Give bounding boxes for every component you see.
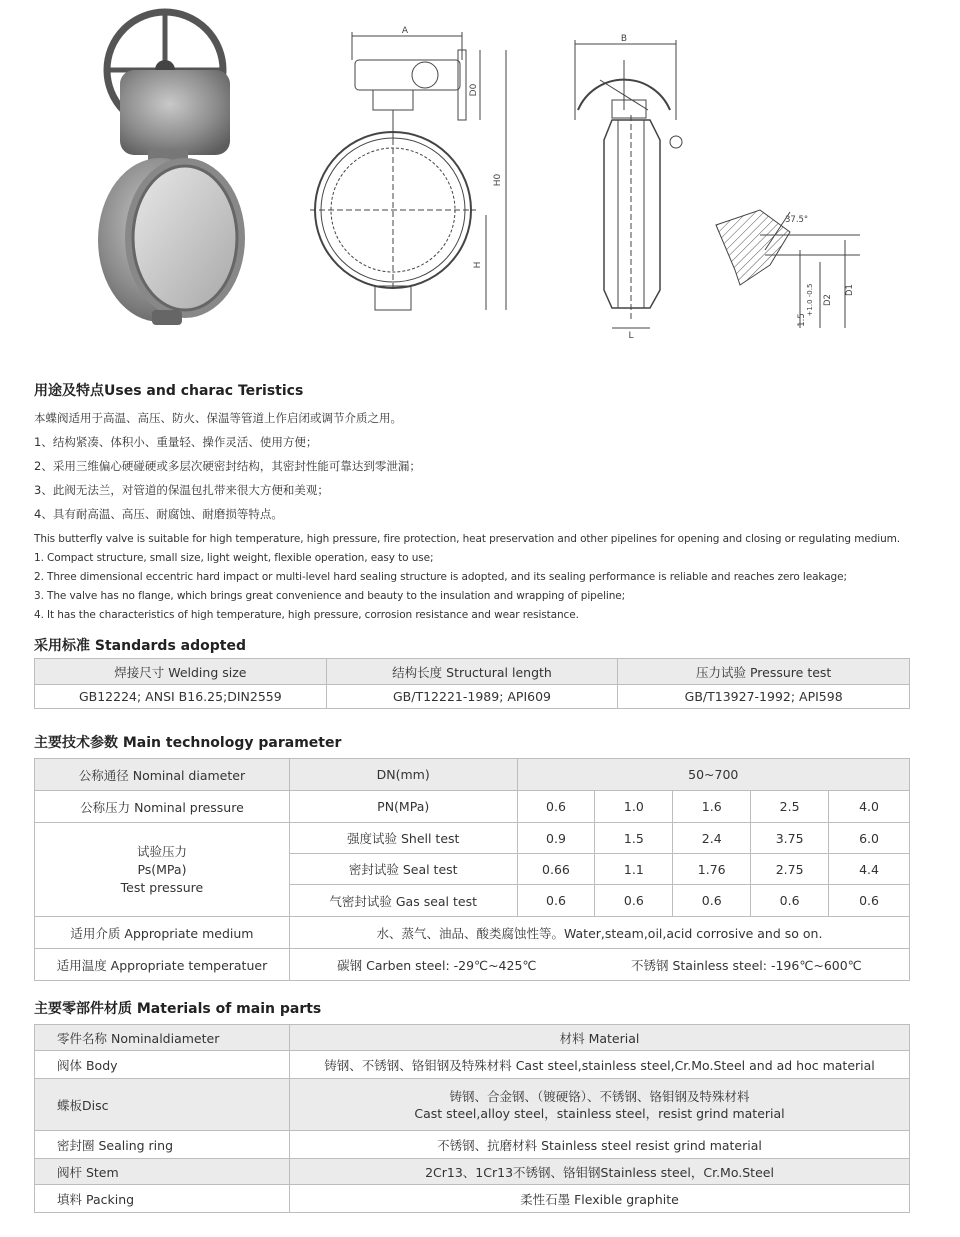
shell-test-value: 0.9 [517, 823, 595, 854]
nominal-pressure-label: 公称压力 Nominal pressure [35, 791, 290, 823]
seal-test-value: 4.4 [829, 854, 910, 885]
part-material: 柔性石墨 Flexible graphite [290, 1185, 910, 1213]
carbon-steel-temp: 碳钢 Carben steel: -29℃~425℃ [337, 957, 537, 973]
standards-value: GB12224; ANSI B16.25;DIN2559 [35, 685, 327, 709]
part-name: 填料 Packing [35, 1185, 290, 1213]
dim-label-h: H [473, 261, 483, 269]
materials-title: 主要零部件材质 Materials of main parts [34, 1001, 322, 1017]
dim-label-d0: D0 [469, 83, 479, 97]
shell-test-value: 2.4 [673, 823, 751, 854]
dim-label-h0: H0 [493, 173, 503, 187]
gas-seal-test-value: 0.6 [751, 885, 829, 917]
seal-test-value: 2.75 [751, 854, 829, 885]
valve-illustrations [0, 0, 960, 340]
test-pressure-label-cn: 试验压力 [136, 843, 187, 859]
uses-title: 用途及特点Uses and charac Teristics [34, 383, 304, 399]
pn-value: 4.0 [829, 791, 910, 823]
seal-test-value: 0.66 [517, 854, 595, 885]
dim-label-thickness: 1.5 [797, 313, 807, 327]
part-material [290, 1079, 910, 1131]
uses-en-line: 3. The valve has no flange, which brings great convenience and beauty to the insulation and wrapping of pipeline; [34, 590, 626, 602]
shell-test-label: 强度试验 Shell test [289, 823, 517, 854]
params-table [34, 758, 910, 981]
seal-test-label: 密封试验 Seal test [289, 854, 517, 885]
temperature-value [289, 949, 909, 981]
dim-label-b: B [620, 34, 628, 44]
tolerance-label: +1.0 -0.5 [806, 283, 814, 317]
uses-cn-line: 4、具有耐高温、高压、耐腐蚀、耐磨损等特点。 [34, 507, 283, 521]
test-pressure-label [35, 823, 290, 917]
test-pressure-label-en: Test pressure [120, 879, 204, 895]
standards-value: GB/T12221-1989; API609 [326, 685, 618, 709]
part-name: 蝶板Disc [35, 1079, 290, 1131]
materials-table [34, 1024, 910, 1213]
part-name: 阀体 Body [35, 1051, 290, 1079]
gas-seal-test-value: 0.6 [595, 885, 673, 917]
pn-value: 2.5 [751, 791, 829, 823]
nominal-diameter-label: 公称通径 Nominal diameter [35, 759, 290, 791]
part-material-line: Cast steel,alloy steel，stainless steel，resist grind material [414, 1105, 785, 1121]
part-material-line: 铸钢、合金钢、（镀硬铬）、不锈钢、铬钼钢及特殊材料 [449, 1088, 750, 1104]
nominal-diameter-unit: DN(mm) [289, 759, 517, 791]
seal-test-value: 1.1 [595, 854, 673, 885]
standards-header: 结构长度 Structural length [326, 659, 618, 685]
angle-label: 37.5° [785, 215, 809, 225]
nominal-diameter-value: 50~700 [517, 759, 909, 791]
gas-seal-test-value: 0.6 [829, 885, 910, 917]
uses-cn-line: 1、结构紧凑、体积小、重量轻、操作灵活、使用方便； [34, 435, 318, 449]
standards-title: 采用标准 Standards adopted [34, 638, 246, 654]
dim-label-d1: D1 [845, 284, 855, 296]
params-title: 主要技术参数 Main technology parameter [34, 735, 342, 751]
uses-cn-line: 本蝶阀适用于高温、高压、防火、保温等管道上作启闭或调节介质之用。 [34, 411, 402, 425]
temperature-label: 适用温度 Appropriate temperatuer [35, 949, 290, 981]
standards-header: 压力试验 Pressure test [618, 659, 910, 685]
dim-label-d2: D2 [823, 294, 833, 306]
medium-label: 适用介质 Appropriate medium [35, 917, 290, 949]
seal-test-value: 1.76 [673, 854, 751, 885]
shell-test-value: 6.0 [829, 823, 910, 854]
materials-header-part: 零件名称 Nominaldiameter [35, 1025, 290, 1051]
stainless-steel-temp: 不锈钢 Stainless steel: -196℃~600℃ [630, 957, 862, 973]
uses-en-line: 4. It has the characteristics of high temperature, high pressure, corrosion resistance and wear resistance. [34, 609, 579, 621]
part-name: 密封圈 Sealing ring [35, 1131, 290, 1159]
materials-header-material: 材料 Material [290, 1025, 910, 1051]
valve-photo [98, 12, 245, 325]
dim-label-a: A [401, 26, 409, 36]
nominal-pressure-unit: PN(MPa) [289, 791, 517, 823]
weld-detail-drawing [716, 210, 860, 328]
standards-table [34, 658, 910, 709]
gas-seal-test-value: 0.6 [673, 885, 751, 917]
part-material: 不锈钢、抗磨材料 Stainless steel resist grind material [290, 1131, 910, 1159]
uses-cn-line: 3、此阀无法兰，对管道的保温包扎带来很大方便和美观； [34, 483, 329, 497]
pn-value: 1.0 [595, 791, 673, 823]
gas-seal-test-label: 气密封试验 Gas seal test [289, 885, 517, 917]
uses-en-line: 2. Three dimensional eccentric hard impact or multi-level hard sealing structure is adopted, and its sealing performance is reliable and reaches zero leakage; [34, 571, 847, 583]
part-material: 2Cr13、1Cr13不锈钢、铬钼钢Stainless steel，Cr.Mo.Steel [290, 1159, 910, 1185]
test-pressure-label-unit: Ps(MPa) [137, 861, 187, 877]
standards-value: GB/T13927-1992; API598 [618, 685, 910, 709]
shell-test-value: 3.75 [751, 823, 829, 854]
part-name: 阀杆 Stem [35, 1159, 290, 1185]
uses-cn-line: 2、采用三维偏心硬碰硬或多层次硬密封结构，其密封性能可靠达到零泄漏； [34, 459, 421, 473]
standards-header: 焊接尺寸 Welding size [35, 659, 327, 685]
uses-en-line: This butterfly valve is suitable for high temperature, high pressure, fire protection, heat preservation and other pipelines for opening and closing or regulating medium. [34, 533, 901, 545]
gas-seal-test-value: 0.6 [517, 885, 595, 917]
pn-value: 1.6 [673, 791, 751, 823]
uses-en-line: 1. Compact structure, small size, light weight, flexible operation, easy to use; [34, 552, 434, 564]
medium-value: 水、蒸气、油品、酸类腐蚀性等。Water,steam,oil,acid corrosive and so on. [289, 917, 909, 949]
dim-label-l: L [628, 331, 634, 340]
side-view-drawing [575, 40, 682, 328]
pn-value: 0.6 [517, 791, 595, 823]
shell-test-value: 1.5 [595, 823, 673, 854]
part-material: 铸钢、不锈钢、铬钼钢及特殊材料 Cast steel,stainless steel,Cr.Mo.Steel and ad hoc material [290, 1051, 910, 1079]
